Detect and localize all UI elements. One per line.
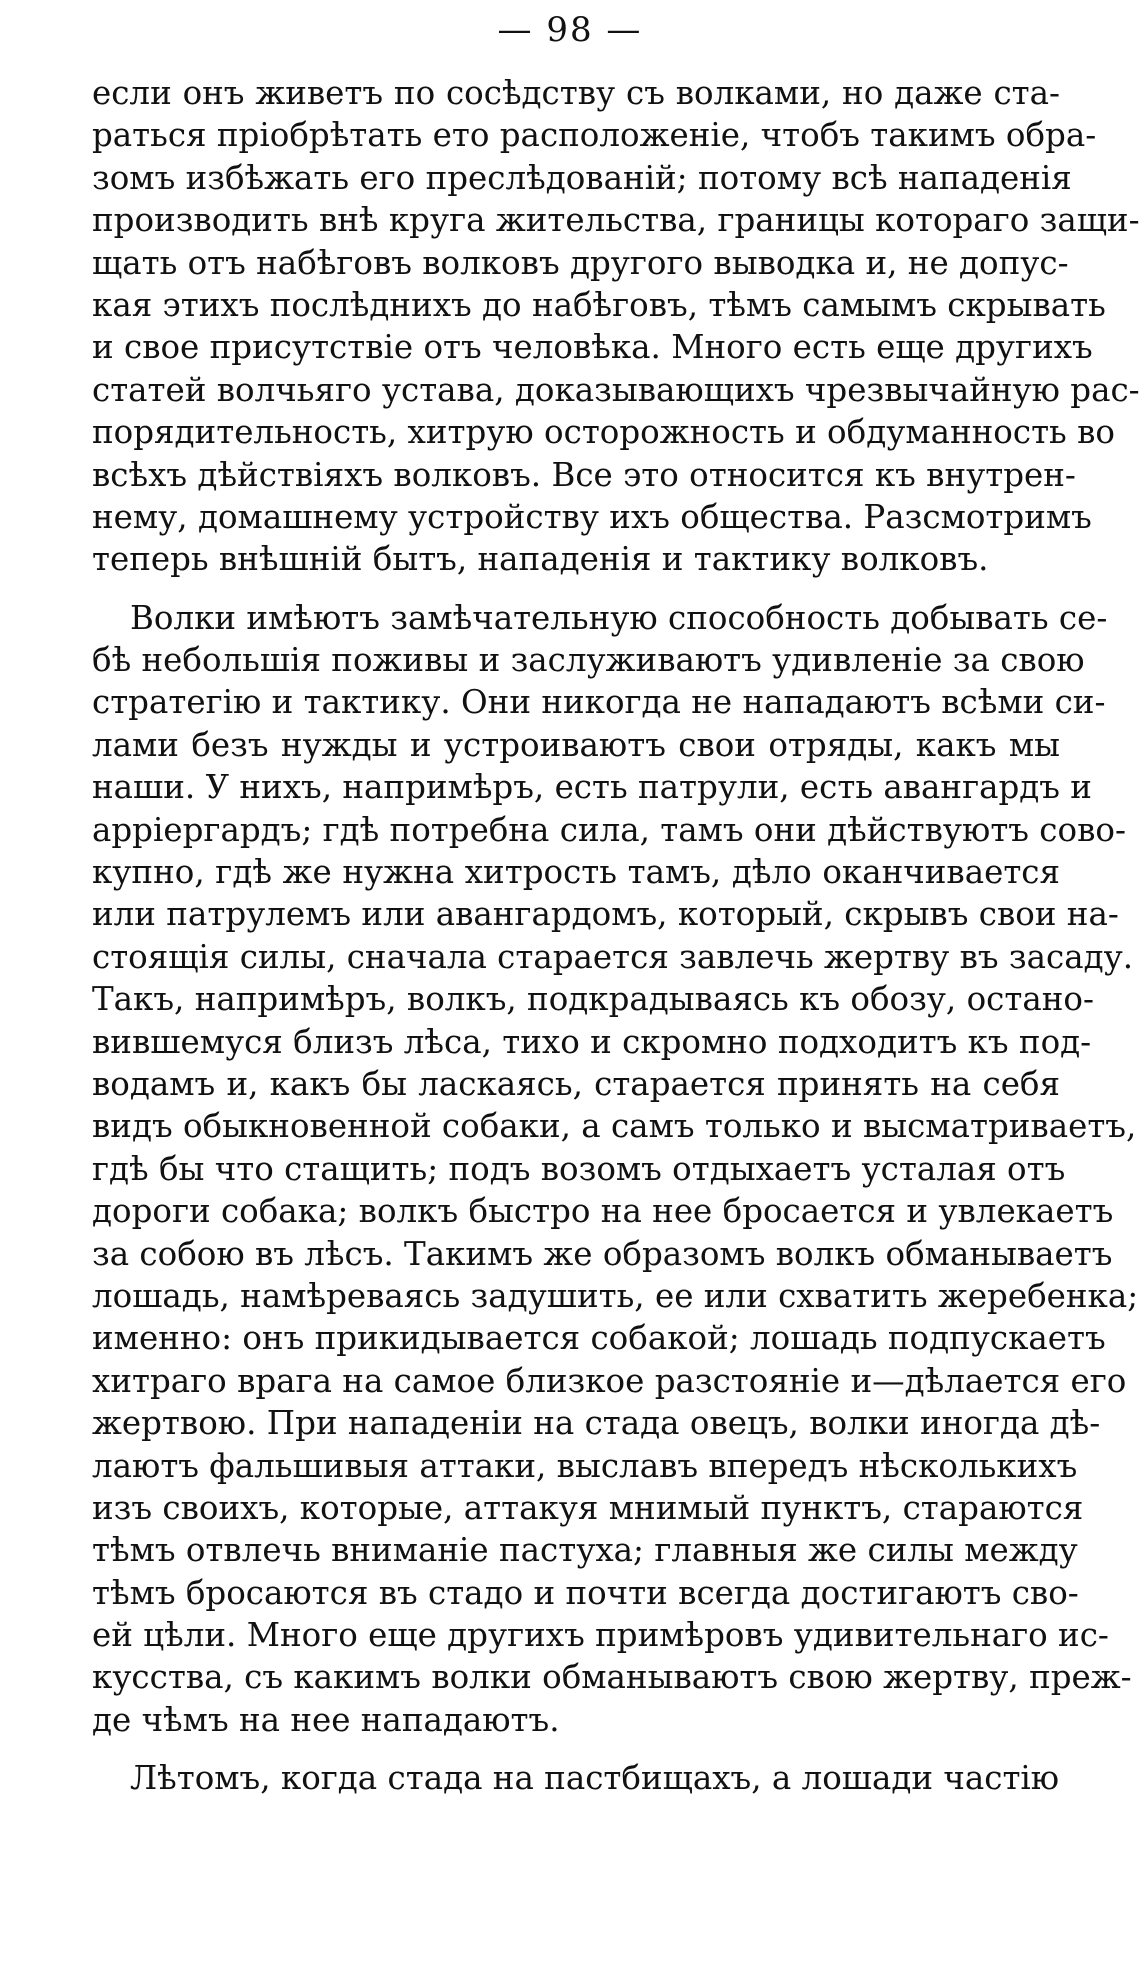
text-line: щать отъ набѣговъ волковъ другого выводка и, не допус- xyxy=(92,243,1069,282)
text-line: и свое присутствіе отъ человѣка. Много есть еще другихъ xyxy=(92,328,1093,367)
paragraph xyxy=(92,72,1140,581)
text-line: ей цѣли. Много еще другихъ примѣровъ удивительнаго ис- xyxy=(92,1616,1109,1655)
text-line: тѣмъ бросаются въ стадо и почти всегда достигаютъ сво- xyxy=(92,1573,1079,1612)
text-line: стоящія силы, сначала старается завлечь жертву въ засаду. xyxy=(92,937,1134,976)
text-line: гдѣ бы что стащить; подъ возомъ отдыхаетъ усталая отъ xyxy=(92,1149,1066,1188)
text-line: всѣхъ дѣйствіяхъ волковъ. Все это относится къ внутрен- xyxy=(92,455,1076,494)
text-line: купно, гдѣ же нужна хитрость тамъ, дѣло оканчивается xyxy=(92,853,1060,892)
text-line: лаютъ фальшивыя аттаки, выславъ впередъ нѣсколькихъ xyxy=(92,1446,1078,1485)
text-line: водамъ и, какъ бы ласкаясь, старается принять на себя xyxy=(92,1064,1060,1103)
text-line: стратегію и тактику. Они никогда не нападаютъ всѣми си- xyxy=(92,683,1106,722)
text-line: вившемуся близъ лѣса, тихо и скромно подходитъ къ под- xyxy=(92,1022,1092,1061)
paragraph xyxy=(92,597,1139,1742)
text-line: теперь внѣшній бытъ, нападенія и тактику волковъ. xyxy=(92,540,989,579)
text-line: производить внѣ круга жительства, границы котораго защи- xyxy=(92,201,1140,240)
text-line: лошадь, намѣреваясь задушить, ее или схватить жеребенка; xyxy=(92,1276,1139,1315)
text-line: лами безъ нужды и устроиваютъ свои отряды, какъ мы xyxy=(92,725,1060,764)
text-line: Такъ, напримѣръ, волкъ, подкрадываясь къ обозу, остано- xyxy=(92,980,1094,1019)
text-line: видъ обыкновенной собаки, а самъ только и высматриваетъ, xyxy=(92,1107,1137,1146)
text-line: за собою въ лѣсъ. Такимъ же образомъ волкъ обманываетъ xyxy=(92,1234,1113,1273)
page-number: — 98 — xyxy=(497,10,643,50)
text-line: бѣ небольшія поживы и заслуживаютъ удивленіе за свою xyxy=(92,641,1085,680)
text-line: Волки имѣютъ замѣчательную способность добывать се- xyxy=(130,598,1108,637)
text-line: нему, домашнему устройству ихъ общества. Разсмотримъ xyxy=(92,497,1092,536)
page-text xyxy=(92,72,1140,1800)
text-line: или патрулемъ или авангардомъ, который, скрывъ свои на- xyxy=(92,895,1119,934)
text-line: порядительность, хитрую осторожность и обдуманность во xyxy=(92,413,1115,452)
text-line: жертвою. При нападеніи на стада овецъ, волки иногда дѣ- xyxy=(92,1404,1101,1443)
text-line: дороги собака; волкъ быстро на нее бросается и увлекаетъ xyxy=(92,1192,1114,1231)
text-line: статей волчьяго устава, доказывающихъ чрезвычайную рас- xyxy=(92,370,1140,409)
text-line: Лѣтомъ, когда стада на пастбищахъ, а лошади частію xyxy=(130,1759,1060,1798)
text-line: тѣмъ отвлечь вниманіе пастуха; главныя же силы между xyxy=(92,1531,1078,1570)
text-line: хитраго врага на самое близкое разстояніе и—дѣлается его xyxy=(92,1361,1127,1400)
text-line: если онъ живетъ по сосѣдству съ волками, но даже ста- xyxy=(92,74,1060,112)
text-line: кусства, съ какимъ волки обманываютъ свою жертву, преж- xyxy=(92,1658,1132,1697)
text-line: раться пріобрѣтать ето расположеніе, чтобъ такимъ обра- xyxy=(92,116,1097,155)
text-line: арріергардъ; гдѣ потребна сила, тамъ они дѣйствуютъ сово- xyxy=(92,810,1126,849)
text-line: кая этихъ послѣднихъ до набѣговъ, тѣмъ самымъ скрывать xyxy=(92,285,1106,324)
text-line: именно: онъ прикидывается собакой; лошадь подпускаетъ xyxy=(92,1319,1106,1358)
text-line: изъ своихъ, которые, аттакуя мнимый пунктъ, стараются xyxy=(92,1488,1084,1527)
paragraph xyxy=(92,1757,1060,1799)
text-line: наши. У нихъ, напримѣръ, есть патрули, есть авангардъ и xyxy=(92,768,1092,807)
text-line: зомъ избѣжать его преслѣдованій; потому всѣ нападенія xyxy=(92,158,1072,197)
text-line: де чѣмъ на нее нападаютъ. xyxy=(92,1700,560,1739)
